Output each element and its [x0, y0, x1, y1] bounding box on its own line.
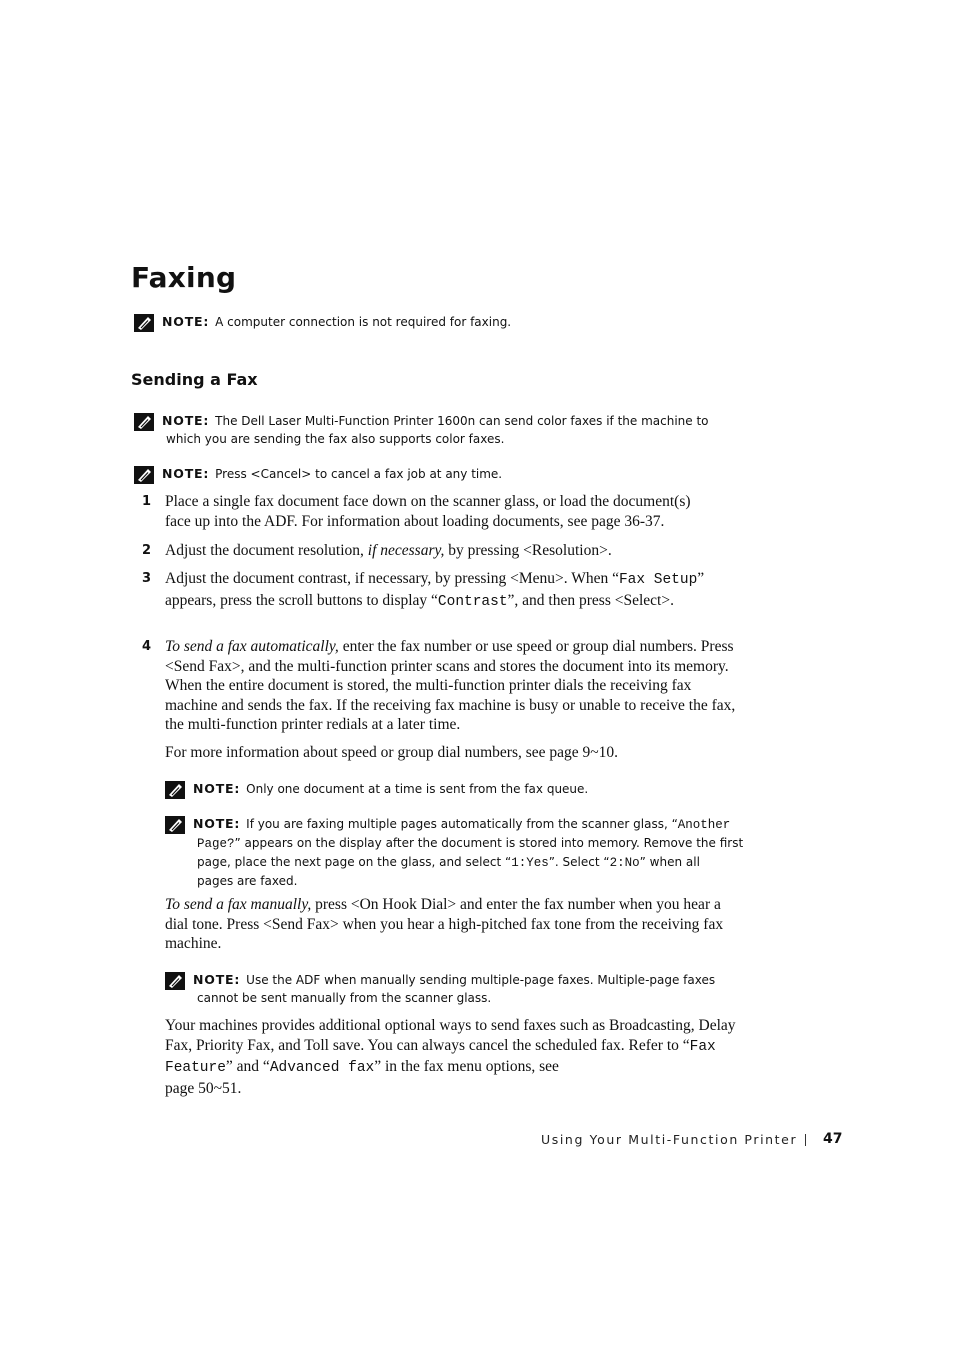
step-text: enter the fax number or use speed or group dial numbers. Press <Send Fax>, and the multi-function printer scans and stores the document into its memory. When the entire document is stored, the multi-function printer dials the receiving fax machine and sends the fax. If the receiving fax machine is busy or unable to receive the fax, the multi-function printer redials at a later time. [165, 638, 736, 733]
note-label: NOTE: [162, 314, 210, 329]
section-heading: Sending a Fax [131, 370, 258, 389]
page-number: 47 [823, 1131, 843, 1147]
note-text: which you are sending the fax also supports color faxes. [166, 432, 505, 446]
note-label: NOTE: [162, 466, 210, 481]
optional-ways-text [165, 1016, 737, 1098]
note-text: ” when all [639, 855, 700, 869]
body-text: page 50~51. [165, 1079, 242, 1097]
note-label: NOTE: [193, 781, 241, 796]
step-text: by pressing <Resolution>. [444, 542, 612, 559]
note-text: cannot be sent manually from the scanner glass. [197, 991, 492, 1005]
note-text: Only one document at a time is sent from the fax queue. [246, 782, 589, 796]
display-text: Another [677, 818, 731, 832]
body-text: Your machines provides additional optional ways to send faxes such as Broadcasting, Delay Fax, Priority Fax, and Toll save. You can always cancel the scheduled fax. Refer to “ [165, 1017, 736, 1054]
more-info-text: For more information about speed or group dial numbers, see page 9~10. [165, 744, 619, 761]
step-number: 2 [142, 543, 152, 558]
note-text: ” appears on the display after the document is stored into memory. Remove the first [234, 836, 744, 850]
display-text: 2:No [609, 856, 640, 870]
display-text: Fax Feature [165, 1038, 716, 1076]
note-text: The Dell Laser Multi-Function Printer 1600n can send color faxes if the machine to [215, 414, 709, 428]
display-text: Contrast [437, 593, 508, 610]
step-number: 4 [142, 639, 152, 654]
note-text: Press <Cancel> to cancel a fax job at any time. [215, 467, 503, 481]
footer-separator [805, 1134, 806, 1146]
step-text-italic: To send a fax automatically, [165, 638, 339, 655]
note-pencil-icon [133, 313, 155, 333]
note-pencil-icon [164, 971, 186, 991]
note-pencil-icon [133, 465, 155, 485]
step-text: press <On Hook Dial> and enter the fax number when you hear a dial tone. Press <Send Fax> when you hear a high-pitched fax tone from the receiving fax machine. [165, 896, 724, 952]
footer-chapter: Using Your Multi-Function Printer [541, 1132, 798, 1147]
note-text: Use the ADF when manually sending multiple-page faxes. Multiple-page faxes [246, 973, 716, 987]
display-text: Advanced fax [269, 1060, 375, 1076]
note-text: ”. Select “ [548, 855, 610, 869]
step-text: Place a single fax document face down on the scanner glass, or load the document(s) [165, 493, 691, 510]
manual-send-text [165, 895, 737, 954]
note-label: NOTE: [193, 816, 241, 831]
note-text: pages are faxed. [197, 874, 298, 888]
note-label: NOTE: [193, 972, 241, 987]
note-text: A computer connection is not required for faxing. [215, 315, 512, 329]
step-text: Adjust the document contrast, if necessary, by pressing <Menu>. When “ [165, 570, 619, 587]
step-text-italic: if necessary, [367, 542, 445, 559]
note-pencil-icon [164, 815, 186, 835]
step-number: 3 [142, 571, 152, 586]
note-label: NOTE: [162, 413, 210, 428]
step-number: 1 [142, 494, 152, 509]
page-title: Faxing [131, 261, 237, 294]
note-pencil-icon [164, 780, 186, 800]
step-2-text [165, 541, 737, 561]
note-pencil-icon [133, 412, 155, 432]
step-3-text [165, 569, 737, 612]
step-text-italic: To send a fax manually, [165, 896, 312, 913]
display-text: Page? [197, 837, 235, 851]
step-text: ” appears, press the scroll buttons to display “ [165, 570, 705, 609]
step-text: Adjust the document resolution, [165, 542, 368, 559]
step-text: ”, and then press <Select>. [507, 591, 674, 609]
note-text: page, place the next page on the glass, and select “ [197, 855, 512, 869]
display-text: Fax Setup [618, 572, 698, 588]
step-text: face up into the ADF. For information about loading documents, see page 36-37. [165, 512, 665, 530]
note-text: If you are faxing multiple pages automatically from the scanner glass, “ [246, 817, 678, 831]
step-1-text [165, 492, 737, 531]
body-text: ” and “ [225, 1058, 270, 1075]
step-4-text [165, 637, 737, 735]
body-text: ” in the fax menu options, see [374, 1058, 559, 1075]
display-text: 1:Yes [511, 856, 549, 870]
